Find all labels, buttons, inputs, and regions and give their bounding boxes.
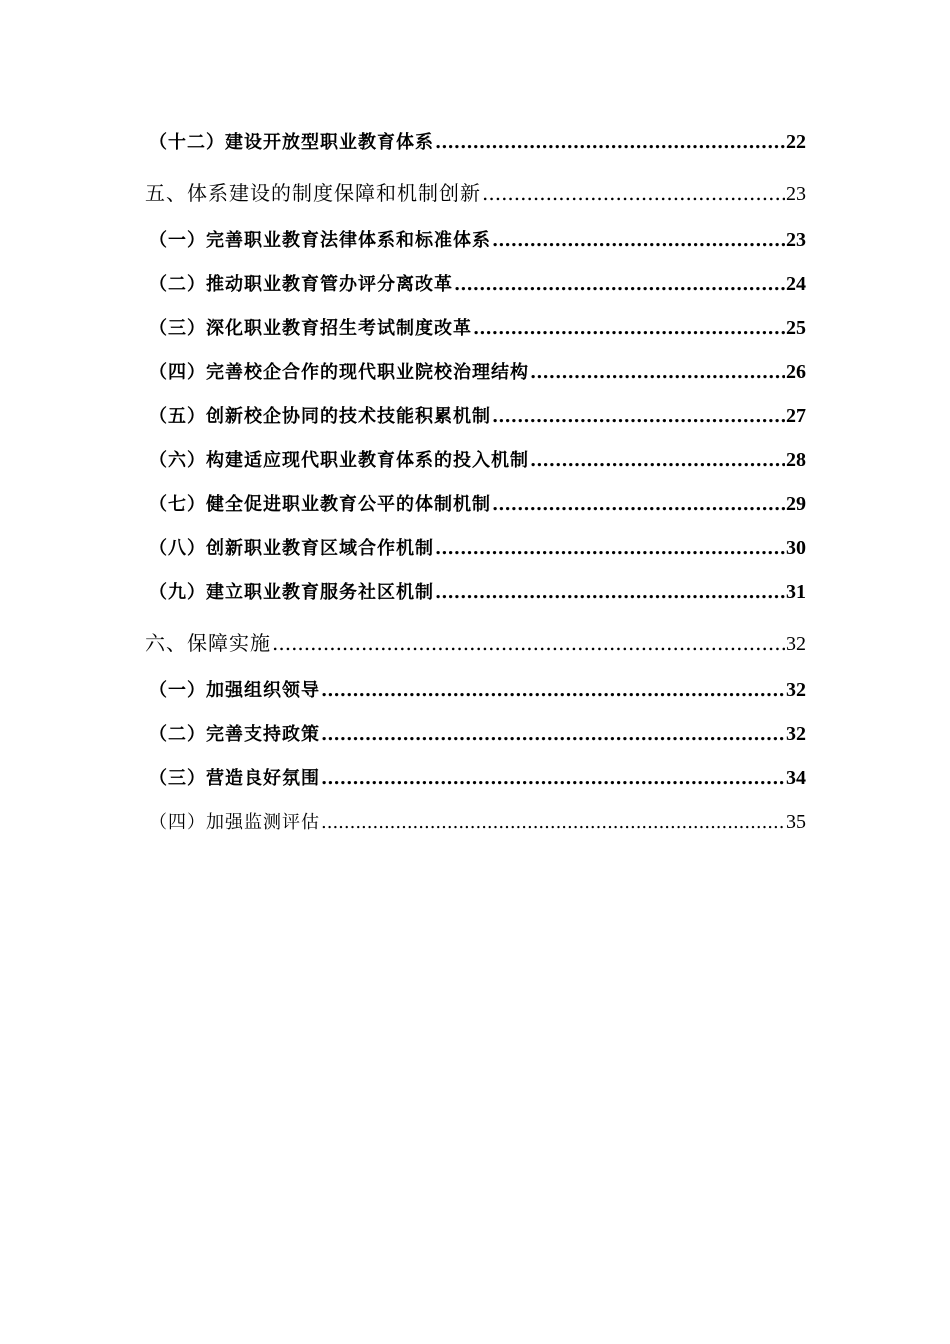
toc-dot-leader (321, 713, 785, 757)
toc-entry-page: 22 (786, 131, 806, 153)
toc-entry-label: （一）加强组织领导 (149, 680, 320, 701)
toc-entry-label: （四）加强监测评估 (149, 812, 320, 833)
toc-entry-page: 29 (786, 493, 806, 515)
toc-dot-leader (530, 351, 785, 395)
toc-entry[interactable] (145, 262, 806, 306)
toc-entry-page: 35 (786, 811, 806, 833)
table-of-contents (145, 120, 806, 844)
toc-entry-label: （四）完善校企合作的现代职业院校治理结构 (149, 362, 529, 383)
toc-dot-leader (435, 121, 785, 165)
toc-entry-label: 五、体系建设的制度保障和机制创新 (145, 181, 481, 205)
toc-entry-label: （三）营造良好氛围 (149, 768, 320, 789)
toc-dot-leader (321, 669, 785, 713)
toc-dot-leader (482, 168, 785, 218)
toc-dot-leader (435, 527, 785, 571)
toc-entry-page: 32 (786, 633, 806, 655)
toc-dot-leader (492, 219, 785, 263)
toc-entry-label: （一）完善职业教育法律体系和标准体系 (149, 230, 491, 251)
toc-dot-leader (454, 263, 785, 307)
toc-entry-label: （三）深化职业教育招生考试制度改革 (149, 318, 472, 339)
toc-entry-page: 23 (786, 183, 806, 205)
toc-entry-page: 30 (786, 537, 806, 559)
toc-entry-page: 24 (786, 273, 806, 295)
toc-dot-leader (435, 571, 785, 615)
toc-entry-page: 32 (786, 679, 806, 701)
toc-entry-page: 31 (786, 581, 806, 603)
toc-entry-page: 25 (786, 317, 806, 339)
toc-entry[interactable] (145, 668, 806, 712)
toc-entry-label: （十二）建设开放型职业教育体系 (149, 132, 434, 153)
toc-entry[interactable] (145, 526, 806, 570)
toc-dot-leader (492, 395, 785, 439)
toc-entry-label: （九）建立职业教育服务社区机制 (149, 582, 434, 603)
toc-entry-page: 26 (786, 361, 806, 383)
toc-section-heading[interactable] (145, 618, 806, 668)
toc-entry[interactable] (145, 800, 806, 844)
toc-entry-page: 34 (786, 767, 806, 789)
toc-entry-label: （八）创新职业教育区域合作机制 (149, 538, 434, 559)
toc-entry-label: （六）构建适应现代职业教育体系的投入机制 (149, 450, 529, 471)
toc-dot-leader (473, 307, 785, 351)
toc-dot-leader (321, 757, 785, 801)
toc-entry-page: 23 (786, 229, 806, 251)
toc-dot-leader (272, 618, 785, 668)
toc-entry[interactable] (145, 120, 806, 164)
toc-entry-label: （二）完善支持政策 (149, 724, 320, 745)
toc-section-heading[interactable] (145, 168, 806, 218)
toc-entry-page: 28 (786, 449, 806, 471)
toc-entry[interactable] (145, 712, 806, 756)
toc-entry-label: 六、保障实施 (145, 631, 271, 655)
toc-entry[interactable] (145, 482, 806, 526)
toc-entry[interactable] (145, 350, 806, 394)
toc-entry[interactable] (145, 570, 806, 614)
toc-entry-page: 27 (786, 405, 806, 427)
toc-entry-label: （七）健全促进职业教育公平的体制机制 (149, 494, 491, 515)
toc-entry[interactable] (145, 394, 806, 438)
toc-dot-leader (492, 483, 785, 527)
toc-entry[interactable] (145, 306, 806, 350)
toc-entry[interactable] (145, 218, 806, 262)
toc-entry-label: （二）推动职业教育管办评分离改革 (149, 274, 453, 295)
toc-entry-page: 32 (786, 723, 806, 745)
toc-dot-leader (321, 801, 785, 845)
toc-dot-leader (530, 439, 785, 483)
toc-entry[interactable] (145, 756, 806, 800)
toc-entry[interactable] (145, 438, 806, 482)
toc-entry-label: （五）创新校企协同的技术技能积累机制 (149, 406, 491, 427)
